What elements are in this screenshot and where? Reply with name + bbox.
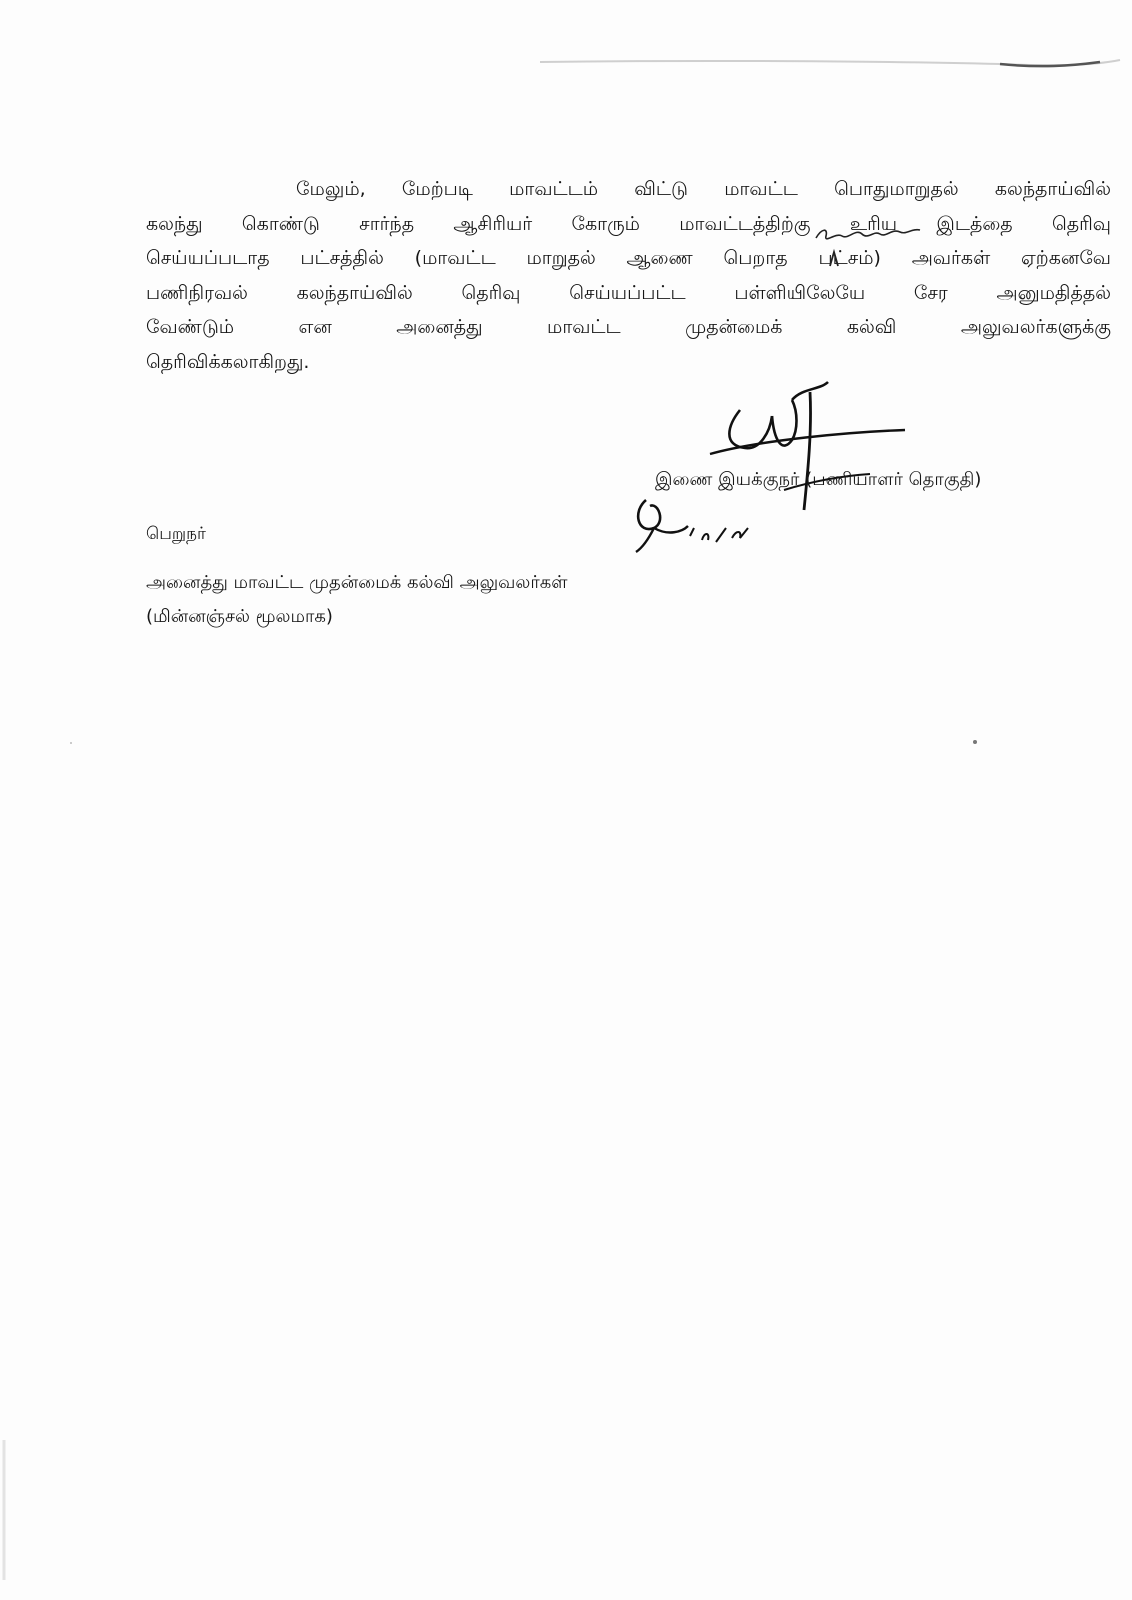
scan-speck (70, 742, 72, 744)
handwritten-insertion (812, 222, 924, 272)
body-line: செய்யப்படாத பட்சத்தில் (மாவட்ட மாறுதல் ஆணை பெறாத பட்சம்) அவர்கள் ஏற்கனவே (146, 247, 1111, 269)
scan-speck (973, 740, 977, 744)
body-line: மேலும், மேற்படி மாவட்டம் விட்டு மாவட்ட பொதுமாறுதல் கலந்தாய்வில் (296, 178, 1111, 200)
recipient-label: பெறுநர் (146, 524, 206, 544)
delivery-mode: (மின்னஞ்சல் மூலமாக) (146, 606, 333, 627)
signatory-designation: இணை இயக்குநர் (பணியாளர் தொகுதி) (655, 469, 982, 490)
body-line: தெரிவிக்கலாகிறது. (146, 350, 310, 373)
body-line: பணிநிரவல் கலந்தாய்வில் தெரிவு செய்யப்பட்ட பள்ளியிலேயே சேர அனுமதித்தல் (146, 281, 1111, 304)
body-line: கலந்து கொண்டு சார்ந்த ஆசிரியர் கோரும் மாவட்டத்திற்கு உரிய இடத்தை தெரிவு (146, 212, 1111, 235)
body-line: வேண்டும் என அனைத்து மாவட்ட முதன்மைக் கல்வி அலுவலர்களுக்கு (146, 316, 1111, 338)
letter-body (146, 172, 1111, 379)
recipient-name: அனைத்து மாவட்ட முதன்மைக் கல்வி அலுவலர்கள் (146, 572, 568, 593)
initials-icon (628, 488, 788, 558)
